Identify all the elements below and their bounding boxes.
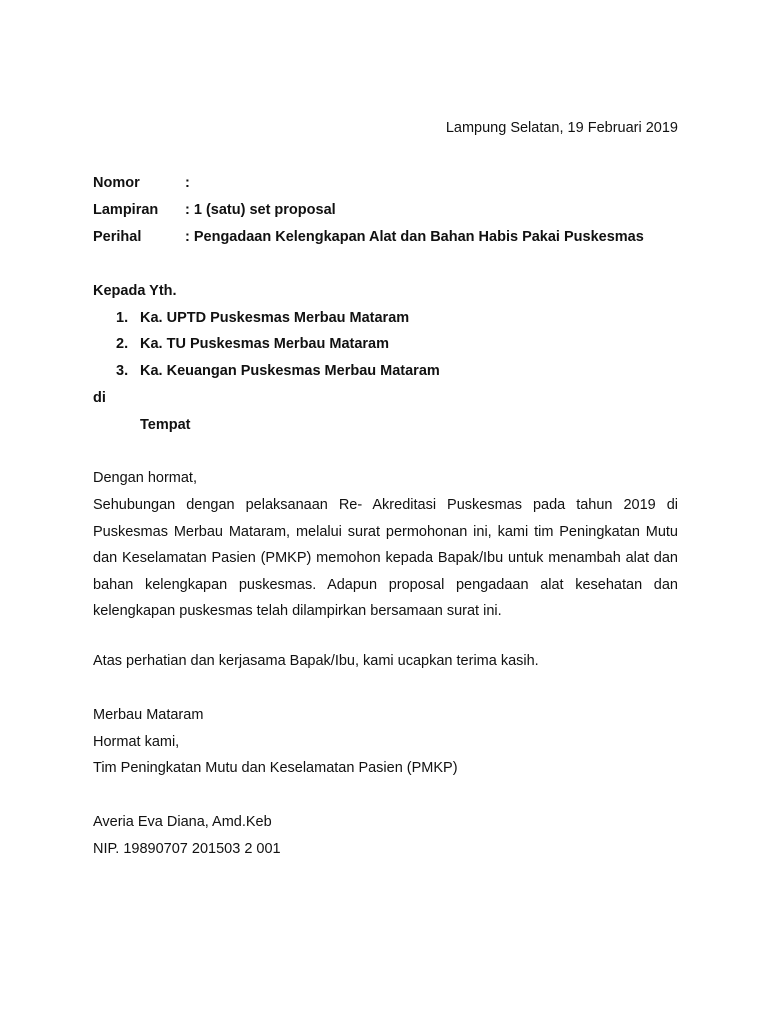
di-label: di [93,390,106,406]
place-date: Lampung Selatan, 19 Februari 2019 [445,120,678,136]
signatory-name: Averia Eva Diana, Amd.Keb [93,814,272,830]
closing-line: Atas perhatian dan kerjasama Bapak/Ibu, kami ucapkan terima kasih. [93,653,539,669]
signatory-nip: NIP. 19890707 201503 2 001 [93,841,281,857]
nomor-value: : [185,175,190,191]
recipient-number: 3. [116,363,129,379]
recipient-number: 1. [116,310,129,326]
body-paragraph: Sehubungan dengan pelaksanaan Re- Akreditasi Puskesmas pada tahun 2019 di Puskesmas Merbau Mataram, melalui surat permohonan ini, kami tim Peningkatan Mutu dan Keselamatan Pasien (PMKP) memohon kepada Bapak/Ibu untuk menambah alat dan bahan kelengkapan puskesmas. Adapun proposal pengadaan alat kesehatan dan kelengkapan puskesmas telah dilampirkan bersamaan surat ini. [93,497,678,619]
recipient-uptd: Ka. UPTD Puskesmas Merbau Mataram [140,310,410,326]
perihal-value: : Pengadaan Kelengkapan Alat dan Bahan Habis Pakai Puskesmas [185,229,644,245]
lampiran-value: : 1 (satu) set proposal [185,202,336,218]
signature-team: Tim Peningkatan Mutu dan Keselamatan Pasien (PMKP) [93,760,458,776]
recipient-number: 2. [116,336,129,352]
recipient-tu: Ka. TU Puskesmas Merbau Mataram [140,336,390,352]
salutation: Dengan hormat, [93,470,197,486]
recipient-keuangan: Ka. Keuangan Puskesmas Merbau Mataram [140,363,440,379]
signature-place: Merbau Mataram [93,707,204,723]
nomor-label: Nomor [93,175,140,191]
perihal-label: Perihal [93,229,142,245]
lampiran-label: Lampiran [93,202,159,218]
signature-regards: Hormat kami, [93,734,180,750]
addressee-greeting: Kepada Yth. [93,283,177,299]
tempat-label: Tempat [140,417,191,433]
